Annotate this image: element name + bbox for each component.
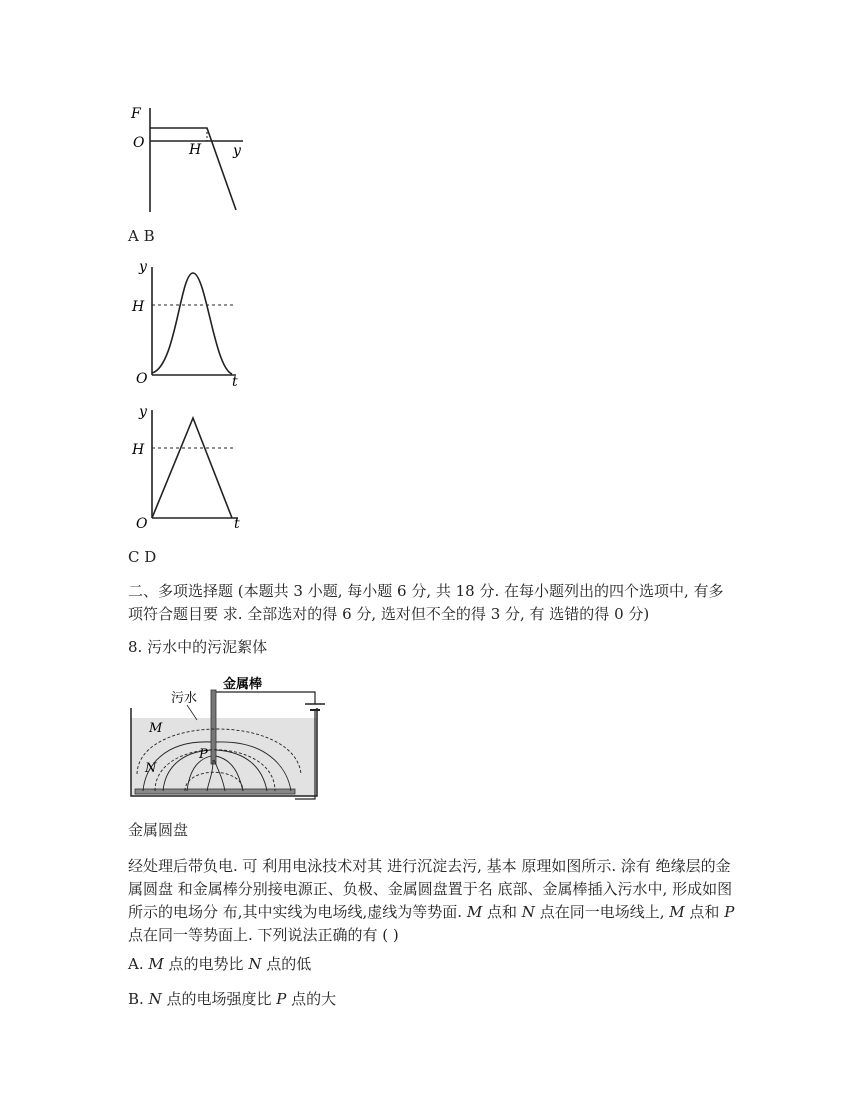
point-m: M xyxy=(148,955,164,973)
option-a-text: 点的电势比 xyxy=(168,955,244,973)
sewage-label: 污水 xyxy=(171,691,198,706)
option-label-cd: C D xyxy=(128,548,157,566)
point-p: P xyxy=(276,990,287,1008)
h-label: H xyxy=(132,299,145,315)
force-displacement-graph xyxy=(125,100,255,215)
question-8-text-2: 点和 xyxy=(487,903,518,921)
point-n-label: N xyxy=(145,761,157,776)
rod-label: 金属棒 xyxy=(223,677,263,692)
figure-caption: 金属圆盘 xyxy=(128,821,189,839)
point-n: N xyxy=(521,903,535,921)
point-n: N xyxy=(248,955,262,973)
origin-label: O xyxy=(133,135,145,151)
question-8-title: 8. 污水中的污泥絮体 xyxy=(128,638,268,656)
question-8-text-1: 经处理后带负电. 可 利用电泳技术对其 进行沉淀去污, 基本 原理如图所示. 涂有 绝缘层的金属圆盘 和金属棒分别接电源正、负极、金属圆盘置于名 底部、金属棒插入污水中, 形成如图所示的电场分 布,其中实线为电场线,虚线为等势面. xyxy=(128,857,733,921)
h-label: H xyxy=(189,142,202,158)
question-8-body xyxy=(128,855,738,947)
option-a xyxy=(128,953,311,976)
point-m: M xyxy=(669,903,685,921)
electrophoresis-apparatus-figure xyxy=(125,674,330,806)
height-time-triangle-graph xyxy=(128,402,248,532)
point-p: P xyxy=(724,903,735,921)
axis-label-y: y xyxy=(139,259,147,275)
point-m-label: M xyxy=(149,721,163,736)
option-b-prefix: B. xyxy=(128,990,144,1008)
option-a-prefix: A. xyxy=(128,955,144,973)
axis-label-y: y xyxy=(139,404,147,420)
point-n: N xyxy=(148,990,162,1008)
axis-label-t: t xyxy=(234,516,240,532)
axis-label-t: t xyxy=(232,374,238,390)
h-label: H xyxy=(132,442,145,458)
axis-label-f: F xyxy=(131,106,141,122)
question-8-text-4: 点和 xyxy=(689,903,720,921)
question-8-text-5: 点在同一等势面上. 下列说法正确的有 ( ) xyxy=(128,926,399,944)
option-a-end: 点的低 xyxy=(266,955,312,973)
height-time-curve-graph xyxy=(128,255,248,390)
origin-label: O xyxy=(136,371,148,387)
origin-label: O xyxy=(136,516,148,532)
option-label-ab: A B xyxy=(128,227,155,245)
axis-label-y: y xyxy=(233,143,241,159)
section-heading: 二、多项选择题 (本题共 3 小题, 每小题 6 分, 共 18 分. 在每小题列出的四个选项中, 有多项符合题目要 求. 全部选对的得 6 分, 选对但不全的得 3 分, 有 选错的得 0 分) xyxy=(128,582,724,623)
option-b-text: 点的电场强度比 xyxy=(166,990,272,1008)
point-m: M xyxy=(466,903,483,921)
question-8-text-3: 点在同一电场线上, xyxy=(539,903,665,921)
point-p-label: P xyxy=(199,747,208,762)
option-b-end: 点的大 xyxy=(291,990,337,1008)
option-b xyxy=(128,988,336,1011)
